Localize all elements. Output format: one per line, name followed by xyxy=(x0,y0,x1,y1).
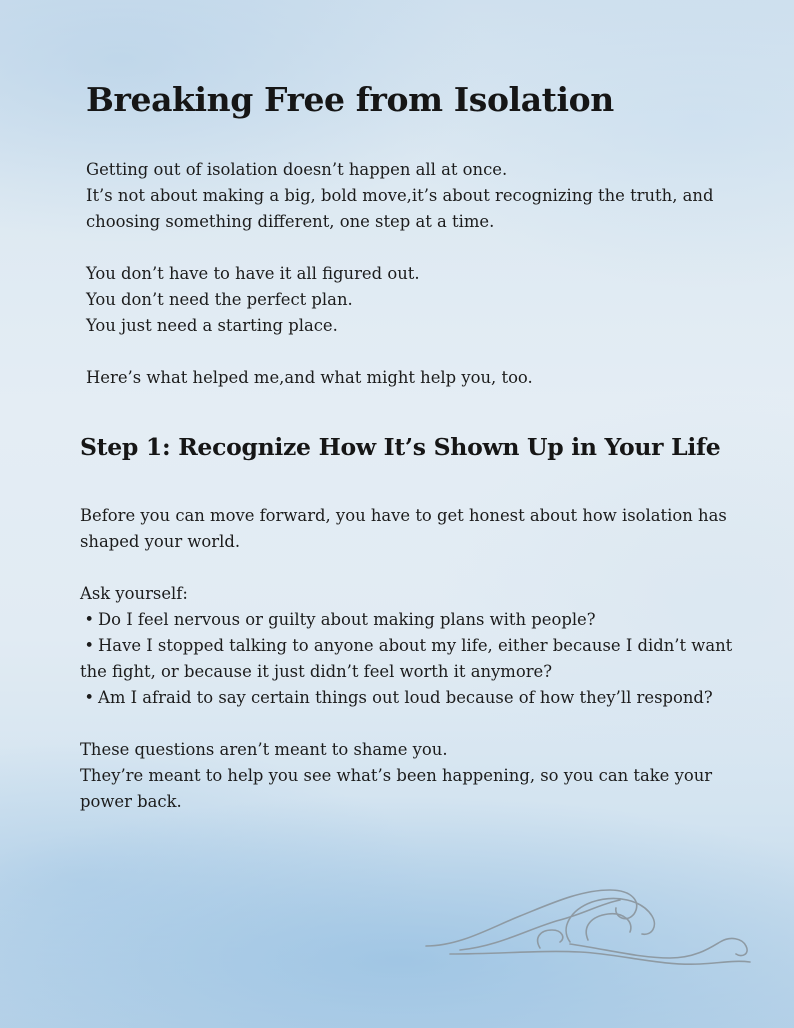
wave-icon xyxy=(420,880,760,980)
text-line: It’s not about making a big, bold move,it’s about recognizing the truth, and xyxy=(86,186,714,205)
intro-section xyxy=(86,157,736,417)
wave-curl xyxy=(566,898,654,942)
wave-curl-inner xyxy=(586,914,631,940)
list-item xyxy=(80,685,740,711)
list-item xyxy=(80,633,740,659)
text-line: You don’t have to have it all figured out. xyxy=(86,264,420,283)
text-line: choosing something different, one step at a time. xyxy=(86,212,495,231)
text-line: They’re meant to help you see what’s been happening, so you can take your xyxy=(80,766,713,785)
list-item-text: Do I feel nervous or guilty about making plans with people? xyxy=(98,610,596,629)
bullet-icon: • xyxy=(84,636,94,655)
text-line: shaped your world. xyxy=(80,532,241,551)
text-line: Here’s what helped me,and what might help you, too. xyxy=(86,368,533,387)
intro-paragraph-2 xyxy=(86,261,736,339)
ask-yourself-label: Ask yourself: xyxy=(80,584,188,603)
page-title: Breaking Free from Isolation xyxy=(86,80,614,119)
list-item xyxy=(80,607,740,633)
text-line: power back. xyxy=(80,792,182,811)
intro-paragraph-1 xyxy=(86,157,736,235)
step-1-body xyxy=(80,503,740,841)
list-item-text: Am I afraid to say certain things out loud because of how they’ll respond? xyxy=(98,688,713,707)
closing-paragraph xyxy=(80,737,740,815)
wave-swirl-small xyxy=(538,930,563,948)
wave-base xyxy=(450,951,750,964)
step-1-heading: Step 1: Recognize How It’s Shown Up in Your Life xyxy=(80,433,721,461)
text-line: You don’t need the perfect plan. xyxy=(86,290,353,309)
list-item-text: Have I stopped talking to anyone about my life, either because I didn’t want xyxy=(98,636,733,655)
text-line: You just need a starting place. xyxy=(86,316,338,335)
text-line: Before you can move forward, you have to get honest about how isolation has xyxy=(80,506,727,525)
bullet-icon: • xyxy=(84,610,94,629)
text-line: Getting out of isolation doesn’t happen all at once. xyxy=(86,160,508,179)
list-item-continuation: the fight, or because it just didn’t feel worth it anymore? xyxy=(80,662,553,681)
text-line: These questions aren’t meant to shame you. xyxy=(80,740,448,759)
question-list xyxy=(80,581,740,711)
bullet-icon: • xyxy=(84,688,94,707)
wave-tail xyxy=(570,939,747,958)
intro-paragraph-3 xyxy=(86,365,736,391)
step-1-paragraph xyxy=(80,503,740,555)
